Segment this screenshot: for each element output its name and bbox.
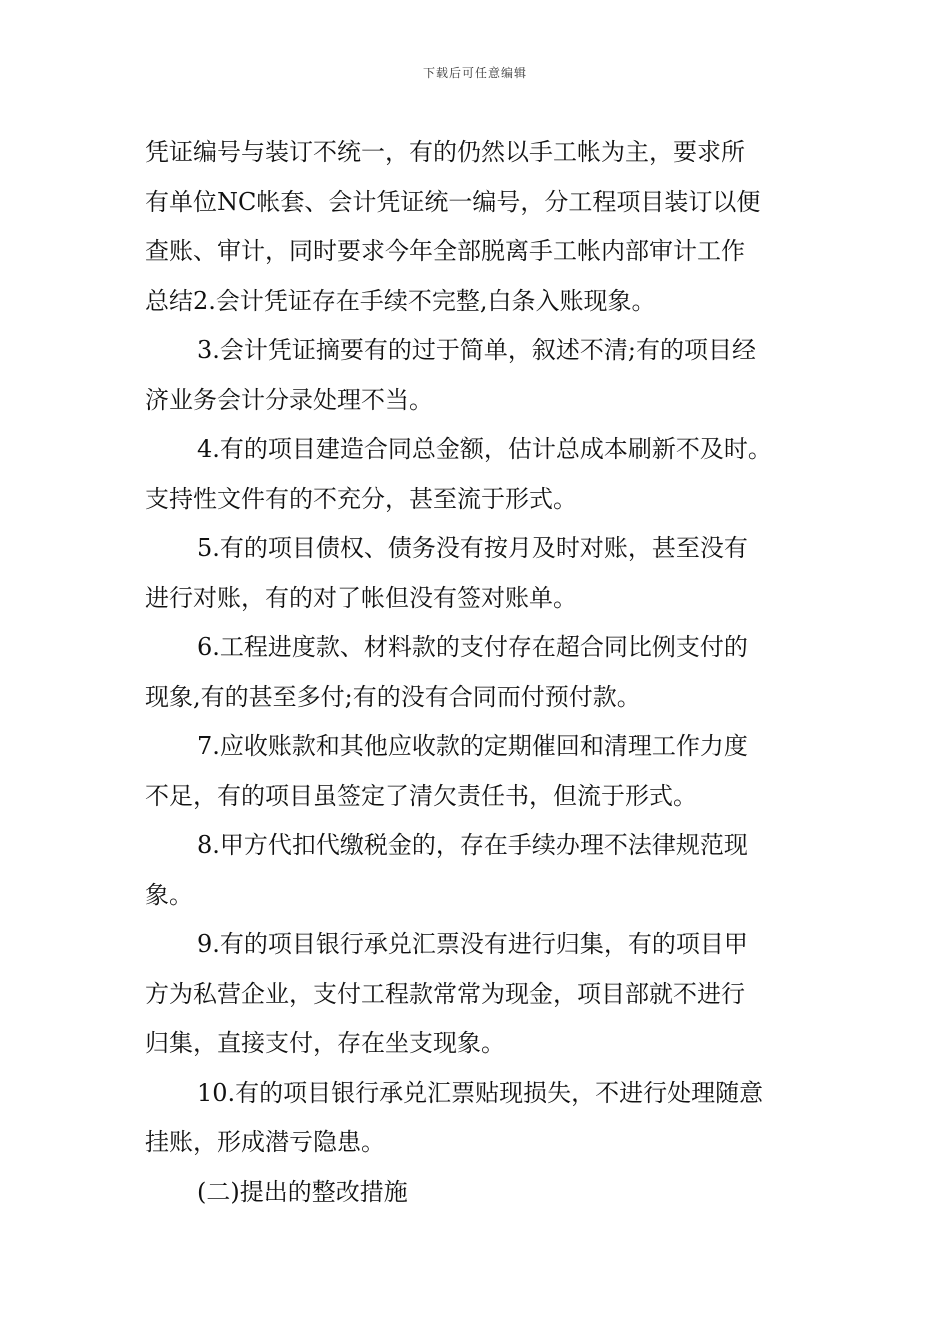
paragraph: [145, 128, 810, 326]
paragraph: [145, 623, 810, 722]
paragraph: [145, 722, 810, 821]
paragraph-line: 4.有的项目建造合同总金额，估计总成本刷新不及时。: [197, 435, 772, 463]
paragraph-line: 济业务会计分录处理不当。: [145, 385, 433, 414]
paragraph-line: 归集，直接支付，存在坐支现象。: [145, 1029, 505, 1057]
paragraph: [145, 326, 810, 425]
paragraph-line: 9.有的项目银行承兑汇票没有进行归集，有的项目甲: [197, 930, 748, 958]
paragraph-line: 3.会计凭证摘要有的过于简单，叙述不清;有的项目经: [197, 336, 756, 364]
paragraph-line: 查账、审计，同时要求今年全部脱离手工帐内部审计工作: [145, 237, 745, 265]
document-body: [145, 128, 810, 1217]
paragraph-line: 6.工程进度款、材料款的支付存在超合同比例支付的: [197, 633, 748, 661]
paragraph-line: 现象,有的甚至多付;有的没有合同而付预付款。: [145, 682, 641, 711]
paragraph-line: 支持性文件有的不充分，甚至流于形式。: [145, 484, 577, 513]
paragraph-line: 进行对账，有的对了帐但没有签对账单。: [145, 583, 577, 612]
paragraph: [145, 821, 810, 920]
paragraph: [145, 425, 810, 524]
paragraph-line: 凭证编号与装订不统一，有的仍然以手工帐为主，要求所: [145, 138, 745, 166]
paragraph-line: 总结2.会计凭证存在手续不完整,白条入账现象。: [145, 286, 656, 315]
paragraph-line: 7.应收账款和其他应收款的定期催回和清理工作力度: [197, 732, 748, 760]
paragraph: [145, 920, 810, 1069]
paragraph-line: 8.甲方代扣代缴税金的，存在手续办理不法律规范现: [197, 831, 748, 859]
paragraph-line: 不足，有的项目虽签定了清欠责任书，但流于形式。: [145, 781, 697, 810]
paragraph: [145, 1168, 810, 1218]
paragraph-line: 象。: [145, 880, 193, 909]
paragraph-line: (二)提出的整改措施: [197, 1177, 408, 1206]
paragraph-line: 有单位NC帐套、会计凭证统一编号，分工程项目装订以便: [145, 187, 761, 216]
paragraph-line: 挂账，形成潜亏隐患。: [145, 1128, 385, 1156]
paragraph: [145, 1069, 810, 1168]
paragraph-line: 方为私营企业，支付工程款常常为现金，项目部就不进行: [145, 979, 745, 1008]
paragraph-line: 10.有的项目银行承兑汇票贴现损失，不进行处理随意: [197, 1078, 764, 1107]
page-header: 下载后可任意编辑: [422, 66, 527, 80]
paragraph: [145, 524, 810, 623]
paragraph-line: 5.有的项目债权、债务没有按月及时对账，甚至没有: [197, 534, 748, 562]
